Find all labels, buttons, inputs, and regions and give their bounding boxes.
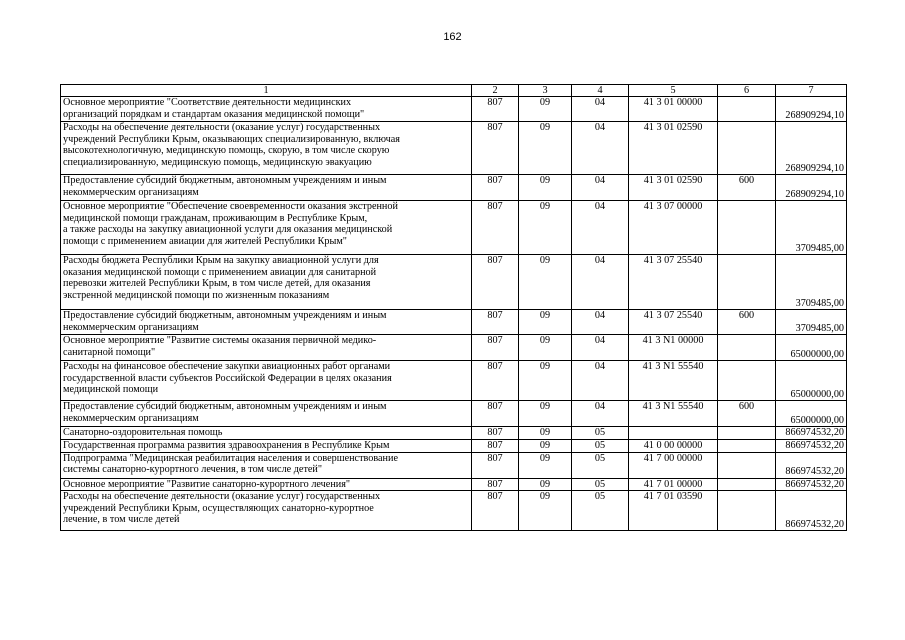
column-header: 7 <box>776 85 847 97</box>
row-name-cell: Расходы бюджета Республики Крым на закупку авиационной услуги для оказания медицинской помощи с применением авиации для санитарной перевозки жителей Республики Крым, в том числе детей, для оказания экстренной медицинской помощи по жизненным показаниям <box>61 255 472 310</box>
row-code-3-cell: 09 <box>519 97 572 122</box>
row-code-3-cell: 09 <box>519 122 572 175</box>
row-code-3-cell: 09 <box>519 201 572 255</box>
row-name-cell: Расходы на обеспечение деятельности (оказание услуг) государственных учреждений Республики Крым, осуществляющих санаторно-курортное лечение, в том числе детей <box>61 491 472 531</box>
table-row <box>61 401 847 427</box>
row-amount-cell: 3709485,00 <box>776 201 847 255</box>
row-code-6-cell <box>718 201 776 255</box>
row-code-3-cell: 09 <box>519 401 572 427</box>
row-code-6-cell <box>718 478 776 490</box>
column-header: 1 <box>61 85 472 97</box>
row-name-cell: Расходы на обеспечение деятельности (оказание услуг) государственных учреждений Республики Крым, оказывающих специализированную, включая высокотехнологичную, медицинскую помощь, скорую, в том числе скорую специализированную, медицинскую помощь, медицинскую эвакуацию <box>61 122 472 175</box>
row-code-5-cell: 41 3 01 00000 <box>629 97 718 122</box>
column-header: 4 <box>572 85 629 97</box>
table-row <box>61 97 847 122</box>
row-amount-cell: 65000000,00 <box>776 401 847 427</box>
page-number: 162 <box>443 31 462 43</box>
row-code-4-cell: 04 <box>572 401 629 427</box>
table-row <box>61 122 847 175</box>
row-name-cell: Основное мероприятие "Соответствие деятельности медицинских организаций порядкам и стандартам оказания медицинской помощи" <box>61 97 472 122</box>
row-name-cell: Основное мероприятие "Обеспечение своевременности оказания экстренной медицинской помощи гражданам, проживающим в Республике Крым, а также расходы на закупку авиационной услуги для оказания медицинской помощи с применением авиации для жителей Республики Крым" <box>61 201 472 255</box>
row-code-4-cell: 04 <box>572 361 629 401</box>
table-row <box>61 491 847 531</box>
row-amount-cell: 866974532,20 <box>776 491 847 531</box>
table-row <box>61 361 847 401</box>
row-code-4-cell: 04 <box>572 255 629 310</box>
row-code-5-cell: 41 7 00 00000 <box>629 452 718 478</box>
row-name-cell: Подпрограмма "Медицинская реабилитация населения и совершенствование системы санаторно-курортного лечения, в том числе детей" <box>61 452 472 478</box>
row-code-2-cell: 807 <box>472 201 519 255</box>
row-code-4-cell: 04 <box>572 122 629 175</box>
row-amount-cell: 65000000,00 <box>776 361 847 401</box>
table-row <box>61 310 847 335</box>
row-code-5-cell: 41 3 07 25540 <box>629 310 718 335</box>
row-code-3-cell: 09 <box>519 255 572 310</box>
budget-table <box>60 84 847 531</box>
row-code-6-cell <box>718 427 776 439</box>
row-code-6-cell <box>718 439 776 452</box>
row-amount-cell: 866974532,20 <box>776 478 847 490</box>
table-row <box>61 335 847 361</box>
row-amount-cell: 3709485,00 <box>776 310 847 335</box>
row-code-3-cell: 09 <box>519 491 572 531</box>
row-code-4-cell: 05 <box>572 427 629 439</box>
row-name-cell: Государственная программа развития здравоохранения в Республике Крым <box>61 439 472 452</box>
column-header: 6 <box>718 85 776 97</box>
row-code-6-cell <box>718 122 776 175</box>
row-code-4-cell: 04 <box>572 335 629 361</box>
column-header: 2 <box>472 85 519 97</box>
row-amount-cell: 866974532,20 <box>776 452 847 478</box>
row-code-2-cell: 807 <box>472 401 519 427</box>
row-code-3-cell: 09 <box>519 361 572 401</box>
row-code-4-cell: 05 <box>572 452 629 478</box>
row-name-cell: Основное мероприятие "Развитие системы оказания первичной медико- санитарной помощи" <box>61 335 472 361</box>
header-row <box>61 85 847 97</box>
row-code-6-cell: 600 <box>718 401 776 427</box>
row-code-6-cell <box>718 97 776 122</box>
row-code-2-cell: 807 <box>472 361 519 401</box>
row-code-4-cell: 04 <box>572 201 629 255</box>
row-amount-cell: 268909294,10 <box>776 175 847 201</box>
row-code-2-cell: 807 <box>472 97 519 122</box>
table-row <box>61 175 847 201</box>
row-name-cell: Основное мероприятие "Развитие санаторно-курортного лечения" <box>61 478 472 490</box>
table-body <box>61 97 847 531</box>
row-code-3-cell: 09 <box>519 452 572 478</box>
row-code-4-cell: 05 <box>572 439 629 452</box>
row-code-2-cell: 807 <box>472 439 519 452</box>
table-row <box>61 478 847 490</box>
row-code-4-cell: 04 <box>572 310 629 335</box>
row-code-2-cell: 807 <box>472 478 519 490</box>
table-row <box>61 427 847 439</box>
column-header: 5 <box>629 85 718 97</box>
row-amount-cell: 268909294,10 <box>776 97 847 122</box>
row-code-5-cell: 41 0 00 00000 <box>629 439 718 452</box>
row-code-3-cell: 09 <box>519 478 572 490</box>
table-row <box>61 255 847 310</box>
row-code-6-cell <box>718 361 776 401</box>
row-name-cell: Санаторно-оздоровительная помощь <box>61 427 472 439</box>
row-code-5-cell: 41 3 01 02590 <box>629 175 718 201</box>
row-code-2-cell: 807 <box>472 255 519 310</box>
row-code-2-cell: 807 <box>472 335 519 361</box>
row-amount-cell: 866974532,20 <box>776 439 847 452</box>
row-code-5-cell: 41 3 01 02590 <box>629 122 718 175</box>
row-code-4-cell: 05 <box>572 478 629 490</box>
row-name-cell: Расходы на финансовое обеспечение закупки авиационных работ органами государственной власти субъектов Российской Федерации в целях оказания медицинской помощи <box>61 361 472 401</box>
row-code-5-cell <box>629 427 718 439</box>
row-code-5-cell: 41 3 07 00000 <box>629 201 718 255</box>
row-code-6-cell <box>718 335 776 361</box>
row-code-5-cell: 41 3 N1 55540 <box>629 361 718 401</box>
row-amount-cell: 65000000,00 <box>776 335 847 361</box>
row-code-3-cell: 09 <box>519 439 572 452</box>
row-code-5-cell: 41 3 N1 00000 <box>629 335 718 361</box>
column-header: 3 <box>519 85 572 97</box>
row-code-6-cell <box>718 452 776 478</box>
row-name-cell: Предоставление субсидий бюджетным, автономным учреждениям и иным некоммерческим организациям <box>61 401 472 427</box>
row-code-5-cell: 41 7 01 03590 <box>629 491 718 531</box>
row-code-6-cell <box>718 255 776 310</box>
table-row <box>61 452 847 478</box>
row-name-cell: Предоставление субсидий бюджетным, автономным учреждениям и иным некоммерческим организациям <box>61 175 472 201</box>
row-code-4-cell: 04 <box>572 175 629 201</box>
row-code-5-cell: 41 7 01 00000 <box>629 478 718 490</box>
row-code-5-cell: 41 3 07 25540 <box>629 255 718 310</box>
row-code-2-cell: 807 <box>472 491 519 531</box>
row-code-4-cell: 04 <box>572 97 629 122</box>
row-name-cell: Предоставление субсидий бюджетным, автономным учреждениям и иным некоммерческим организациям <box>61 310 472 335</box>
row-code-3-cell: 09 <box>519 427 572 439</box>
row-code-2-cell: 807 <box>472 175 519 201</box>
row-code-3-cell: 09 <box>519 335 572 361</box>
row-code-3-cell: 09 <box>519 175 572 201</box>
row-code-3-cell: 09 <box>519 310 572 335</box>
row-code-2-cell: 807 <box>472 122 519 175</box>
row-amount-cell: 866974532,20 <box>776 427 847 439</box>
row-code-6-cell: 600 <box>718 310 776 335</box>
table-row <box>61 439 847 452</box>
row-amount-cell: 268909294,10 <box>776 122 847 175</box>
row-code-6-cell <box>718 491 776 531</box>
row-code-6-cell: 600 <box>718 175 776 201</box>
row-code-2-cell: 807 <box>472 452 519 478</box>
row-code-5-cell: 41 3 N1 55540 <box>629 401 718 427</box>
row-code-2-cell: 807 <box>472 427 519 439</box>
row-code-4-cell: 05 <box>572 491 629 531</box>
row-amount-cell: 3709485,00 <box>776 255 847 310</box>
row-code-2-cell: 807 <box>472 310 519 335</box>
table-row <box>61 201 847 255</box>
